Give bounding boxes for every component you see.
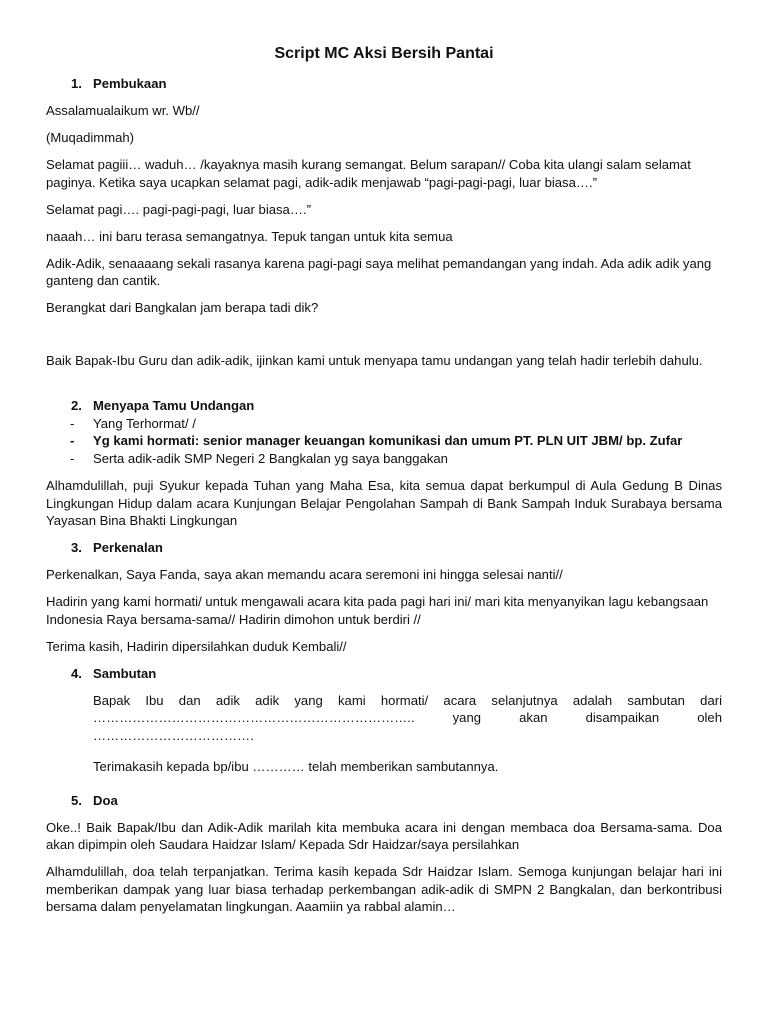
list-item-text: Serta adik-adik SMP Negeri 2 Bangkalan yg saya banggakan	[93, 450, 448, 466]
paragraph: Adik-Adik, senaaaang sekali rasanya karena pagi-pagi saya melihat pemandangan yang indah. Ada adik adik yang ganteng dan cantik.	[46, 255, 712, 288]
paragraph: Terima kasih, Hadirin dipersilahkan duduk Kembali//	[46, 638, 347, 654]
list-dash: -	[70, 450, 75, 466]
section-heading-sambutan	[46, 665, 722, 683]
section-title: Doa	[93, 792, 118, 808]
paragraph: Hadirin yang kami hormati/ untuk mengawali acara kita pada pagi hari ini/ mari kita menyanyikan lagu kebangsaan Indonesia Raya bersama-sama// Hadirin dimohon untuk berdiri //	[46, 594, 709, 627]
paragraph: (Muqadimmah)	[46, 130, 135, 145]
document-title: Script MC Aksi Bersih Pantai	[274, 45, 494, 62]
paragraph: Alhamdulillah, doa telah terpanjatkan. Terima kasih kepada Sdr Haidzar Islam. Semoga kunjungan belajar hari ini memberikan dampak yang luar biasa terhadap perkembangan adik-adik di SMPN 2 Bangkalan, dan berkontribusi bersama dalam penyelamatan lingkungan. Aaamiin ya rabbal alamin…	[46, 864, 722, 914]
list-dash: -	[70, 433, 75, 448]
section-heading-menyapa-tamu	[46, 397, 722, 415]
section-number: 4.	[71, 665, 82, 681]
section-number: 5.	[71, 792, 82, 808]
section-title: Sambutan	[93, 665, 157, 681]
list-dash: -	[70, 415, 75, 431]
list-item	[46, 415, 722, 433]
section-heading-pembukaan	[46, 75, 722, 93]
list-item	[46, 450, 722, 468]
paragraph: Selamat pagi…. pagi-pagi-pagi, luar biasa….”	[46, 201, 311, 217]
section-heading-perkenalan	[46, 539, 722, 557]
list-item-text: Yg kami hormati: senior manager keuangan komunikasi dan umum PT. PLN UIT JBM/ bp. Zufar	[93, 433, 683, 448]
section-number: 2.	[71, 398, 82, 413]
section-number: 3.	[71, 540, 82, 555]
section-title: Menyapa Tamu Undangan	[93, 398, 255, 413]
blank-line	[46, 379, 722, 397]
paragraph: Bapak Ibu dan adik adik yang kami hormati/ acara selanjutnya adalah sambutan dari ……………………………………………………………….. yang akan disampaikan oleh ……………………………….	[93, 692, 722, 743]
guest-list	[46, 415, 722, 468]
list-item	[46, 432, 722, 450]
list-item-text: Yang Terhormat/ /	[93, 415, 196, 431]
paragraph: Alhamdulillah, puji Syukur kepada Tuhan yang Maha Esa, kita semua dapat berkumpul di Aula Gedung B Dinas Lingkungan Hidup dalam acara Kunjungan Belajar Pengolahan Sampah di Bank Sampah Induk Surabaya bersama Yayasan Bina Bhakti Lingkungan	[46, 478, 722, 528]
blank-line	[46, 326, 722, 352]
paragraph: Assalamualaikum wr. Wb//	[46, 103, 200, 118]
section-title: Perkenalan	[93, 540, 163, 555]
paragraph: Terimakasih kepada bp/ibu ………… telah memberikan sambutannya.	[93, 759, 499, 774]
section-number: 1.	[71, 76, 82, 91]
paragraph: naaah… ini baru terasa semangatnya. Tepuk tangan untuk kita semua	[46, 228, 453, 244]
paragraph: Perkenalkan, Saya Fanda, saya akan memandu acara seremoni ini hingga selesai nanti//	[46, 567, 563, 582]
paragraph: Baik Bapak-Ibu Guru dan adik-adik, ijinkan kami untuk menyapa tamu undangan yang telah hadir terlebih dahulu.	[46, 353, 703, 368]
paragraph: Selamat pagiii… waduh… /kayaknya masih kurang semangat. Belum sarapan// Coba kita ulangi salam selamat paginya. Ketika saya ucapkan selamat pagi, adik-adik menjawab “pagi-pagi-pagi, luar biasa….”	[46, 157, 691, 190]
section-title: Pembukaan	[93, 76, 167, 91]
section-heading-doa	[46, 792, 722, 810]
paragraph: Berangkat dari Bangkalan jam berapa tadi dik?	[46, 300, 319, 315]
paragraph: Oke..! Baik Bapak/Ibu dan Adik-Adik marilah kita membuka acara ini dengan membaca doa Bersama-sama. Doa akan dipimpin oleh Saudara Haidzar Islam/ Kepada Sdr Haidzar/saya persilahkan	[46, 819, 722, 852]
